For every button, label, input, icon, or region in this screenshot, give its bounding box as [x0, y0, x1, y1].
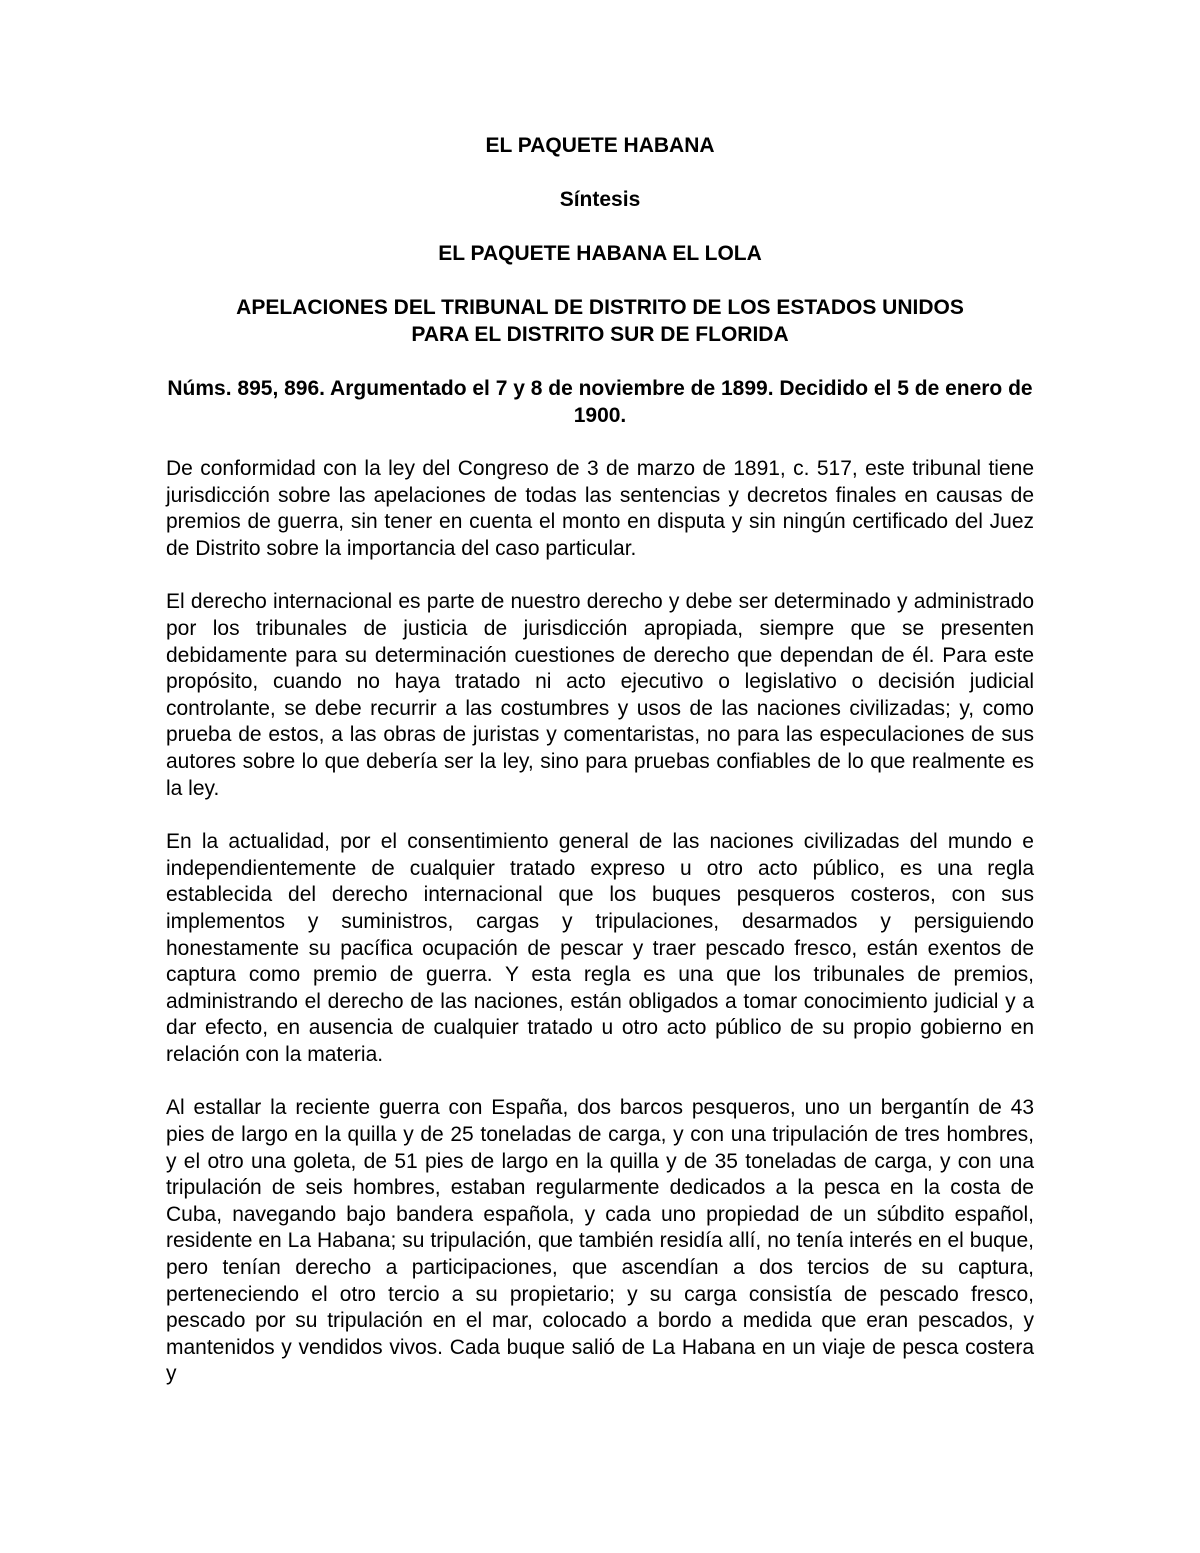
court-line-1: APELACIONES DEL TRIBUNAL DE DISTRITO DE LOS ESTADOS UNIDOS — [236, 296, 964, 319]
case-name: EL PAQUETE HABANA EL LOLA — [438, 242, 762, 265]
court-line-2: PARA EL DISTRITO SUR DE FLORIDA — [411, 323, 789, 346]
paragraph: Al estallar la reciente guerra con España, dos barcos pesqueros, uno un bergantín de 43 pies de largo en la quilla y de 25 toneladas de carga, y con una tripulación de tres hombres, y el otro una goleta, de 51 pies de largo en la quilla y de 35 toneladas de carga, y con una tripulación de seis hombres, estaban regularmente dedicados a la pesca en la costa de Cuba, navegando bajo bandera española, y cada uno propiedad de un súbdito español, residente en La Habana; su tripulación, que también residía allí, no tenía interés en el buque, pero tenían derecho a participaciones, que ascendían a dos tercios de su captura, perteneciendo el otro tercio a su propietario; y su carga consistía de pescado fresco, pescado por su tripulación en el mar, colocado a bordo a medida que eran pescados, y mantenidos y vendidos vivos. Cada buque salió de La Habana en un viaje de pesca costera y — [166, 1096, 1034, 1386]
document-title: EL PAQUETE HABANA — [485, 134, 715, 157]
document-subtitle: Síntesis — [559, 188, 641, 211]
court-heading — [166, 294, 1034, 348]
paragraph: De conformidad con la ley del Congreso de 3 de marzo de 1891, c. 517, este tribunal tiene jurisdicción sobre las apelaciones de todas las sentencias y decretos finales en causas de premios de guerra, sin tener en cuenta el monto en disputa y sin ningún certificado del Juez de Distrito sobre la importancia del caso particular. — [166, 457, 1034, 560]
paragraph: El derecho internacional es parte de nuestro derecho y debe ser determinado y administrado por los tribunales de justicia de jurisdicción apropiada, siempre que se presenten debidamente para su determinación cuestiones de derecho que dependan de él. Para este propósito, cuando no haya tratado ni acto ejecutivo o legislativo o decisión judicial controlante, se debe recurrir a las costumbres y usos de las naciones civilizadas; y, como prueba de estos, a las obras de juristas y comentaristas, no para las especulaciones de sus autores sobre lo que debería ser la ley, sino para pruebas confiables de lo que realmente es la ley. — [166, 590, 1034, 800]
paragraph: En la actualidad, por el consentimiento general de las naciones civilizadas del mundo e independientemente de cualquier tratado expreso u otro acto público, es una regla establecida del derecho internacional que los buques pesqueros costeros, con sus implementos y suministros, cargas y tripulaciones, desarmados y persiguiendo honestamente su pacífica ocupación de pescar y traer pescado fresco, están exentos de captura como premio de guerra. Y esta regla es una que los tribunales de premios, administrando el derecho de las naciones, están obligados a tomar conocimiento judicial y a dar efecto, en ausencia de cualquier tratado u otro acto público de su propio gobierno en relación con la materia. — [166, 830, 1034, 1066]
document-page — [166, 132, 1034, 1388]
docket-line: Núms. 895, 896. Argumentado el 7 y 8 de noviembre de 1899. Decidido el 5 de enero de 1900. — [167, 377, 1033, 427]
